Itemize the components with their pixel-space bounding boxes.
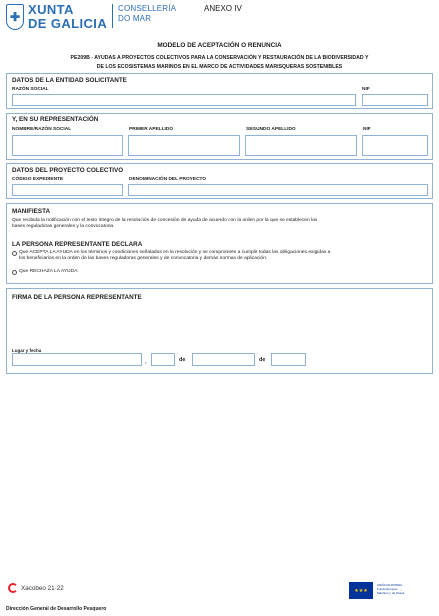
eu-line1: UNIÓN EUROPEA [377, 583, 403, 587]
subtitle-line1: PE209B - AYUDAS A PROYECTOS COLECTIVOS PARA LA CONSERVACIÓN Y RESTAURACIÓN DE LA BIODIVERSIDAD Y [70, 55, 369, 61]
segundo-apellido-label: SEGUNDO APELLIDO [246, 127, 296, 132]
xacobeo-logo [8, 583, 64, 593]
acepta-option-text [19, 250, 431, 262]
anio-field[interactable] [271, 353, 306, 366]
eu-stars: ★★★ [354, 587, 368, 594]
acepta-option-line2: los beneficiarios en la orden de las bases reguladoras generales y de convocatoria y demás normas de aplicación. [19, 256, 268, 262]
firma-title: FIRMA DE LA PERSONA REPRESENTANTE [12, 294, 142, 301]
lugar-fecha-label: Lugar y fecha [12, 348, 42, 353]
segundo-apellido-field[interactable] [245, 135, 357, 156]
eu-line2: Fondo Europeo [377, 587, 398, 591]
manifiesta-text-line2: bases reguladoras generales y la convocatoria. [12, 224, 115, 230]
primer-apellido-label: PRIMER APELLIDO [129, 127, 174, 132]
conselleria-logo [118, 4, 176, 24]
representacion-title: Y, EN SU REPRESENTACIÓN [12, 116, 99, 123]
page-subtitle [0, 54, 439, 72]
xunta-logo-line2: DE GALICIA [28, 16, 108, 31]
entidad-nif-field[interactable] [362, 94, 428, 106]
representacion-section [6, 113, 433, 160]
rechaza-option-text: Que RECHAZA LA AYUDA. [19, 269, 79, 274]
nombre-label: NOMBRE/RAZÓN SOCIAL [12, 127, 72, 132]
entidad-title: DATOS DE LA ENTIDAD SOLICITANTE [12, 77, 127, 84]
representante-nif-field[interactable] [362, 135, 428, 156]
acepta-option-line1: Que ACEPTA LA AYUDA en los términos y condiciones señalados en la resolución y se compromete a cumplir todas las obligaciones exigidas a [19, 250, 331, 255]
xunta-logo [28, 3, 107, 31]
eu-line3: Marítimo y de Pesca [377, 591, 405, 595]
razon-social-label: RAZÓN SOCIAL [12, 87, 49, 92]
logo-divider [112, 4, 113, 28]
xunta-shield-icon: ✚ [6, 4, 24, 30]
acepta-radio[interactable] [12, 251, 17, 256]
nombre-field[interactable] [12, 135, 123, 156]
declara-title: LA PERSONA REPRESENTANTE DECLARA [12, 241, 143, 248]
mes-field[interactable] [192, 353, 255, 366]
representante-nif-label: NIF [363, 127, 371, 132]
dia-field[interactable] [151, 353, 175, 366]
codigo-expediente-label: CÓDIGO EXPEDIENTE [12, 177, 64, 182]
manifiesta-section [6, 203, 433, 284]
codigo-expediente-field[interactable] [12, 184, 123, 196]
denominacion-field[interactable] [128, 184, 428, 196]
denominacion-label: DENOMINACIÓN DEL PROYECTO [129, 177, 207, 182]
entidad-section [6, 73, 433, 109]
page-title: MODELO DE ACEPTACIÓN O RENUNCIA [157, 42, 282, 49]
rechaza-radio[interactable] [12, 270, 17, 275]
entidad-nif-label: NIF [362, 87, 370, 92]
manifiesta-text [12, 218, 430, 230]
primer-apellido-field[interactable] [128, 135, 240, 156]
xunta-logo-line1: XUNTA [28, 2, 74, 17]
de-label-2: de [259, 357, 266, 363]
eu-fund-text [377, 583, 404, 595]
footer-text: Dirección General de Desarrollo Pesquero [6, 606, 107, 612]
manifiesta-text-line1: Que recibida la notificación con el texto íntegro de la resolución de concesión de ayuda de acuerdo con la orden por la que se establecen las [12, 218, 318, 223]
proyecto-section [6, 163, 433, 199]
conselleria-line2: DO MAR [118, 14, 152, 23]
lugar-field[interactable] [12, 353, 142, 366]
anexo-label: ANEXO IV [204, 4, 242, 13]
conselleria-line1: CONSELLERÍA [118, 4, 177, 13]
comma-separator: , [145, 359, 147, 365]
firma-section [6, 288, 433, 374]
de-label-1: de [179, 357, 186, 363]
xacobeo-text: Xacobeo 21·22 [21, 584, 64, 592]
manifiesta-title: MANIFIESTA [12, 208, 51, 215]
proyecto-title: DATOS DEL PROYECTO COLECTIVO [12, 167, 124, 174]
eu-flag-icon [349, 582, 373, 599]
xacobeo-mark-icon [8, 583, 18, 593]
subtitle-line2: DE LOS ECOSISTEMAS MARINOS EN EL MARCO DE ACTIVIDADES MARISQUERAS SOSTENIBLES [96, 64, 343, 70]
razon-social-field[interactable] [12, 94, 356, 106]
